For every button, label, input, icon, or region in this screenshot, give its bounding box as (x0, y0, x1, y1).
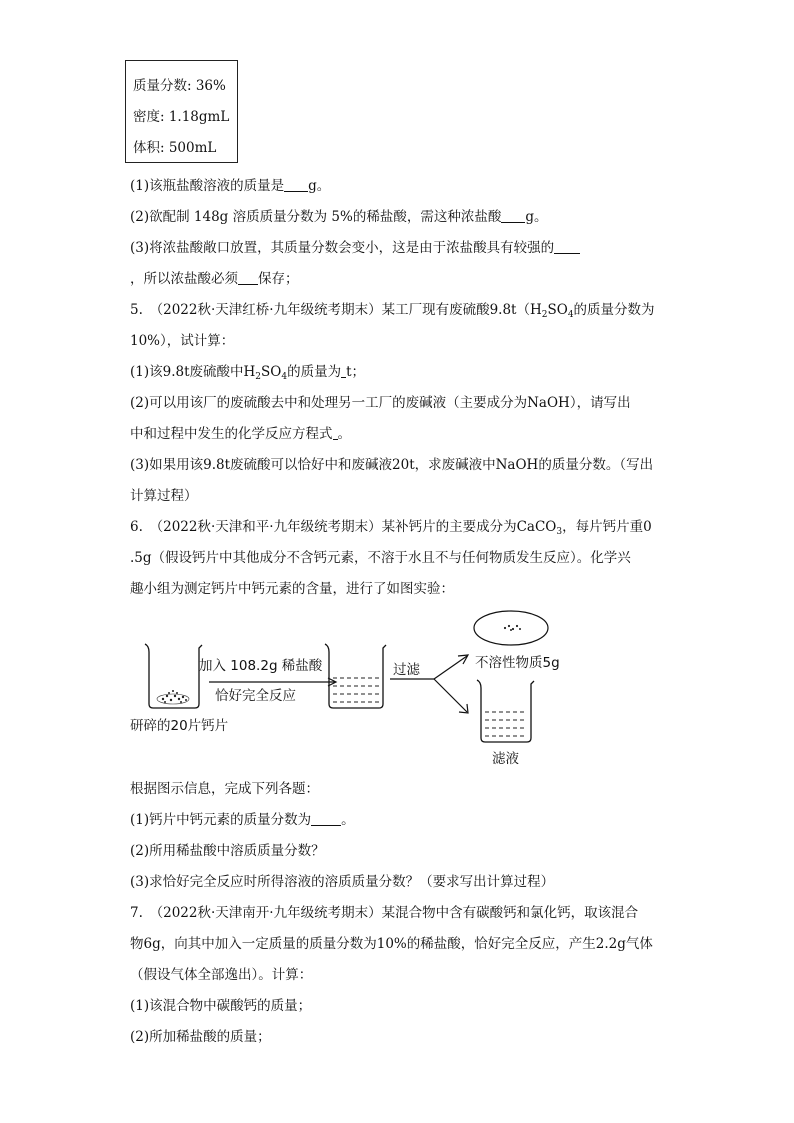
answer-blank (501, 210, 525, 223)
q4-part3-line1: (3)将浓盐酸敞口放置，其质量分数会变小，这是由于浓盐酸具有较强的 (130, 236, 580, 256)
diagram-label-insoluble: 不溶性物质5g (475, 655, 560, 671)
diagram-label-reaction: 恰好完全反应 (215, 688, 296, 704)
q6-stem-line3: 趣小组为测定钙片中钙元素的含量，进行了如图实验： (130, 581, 454, 597)
crushed-tablet-powder (157, 690, 189, 704)
q7-part2: (2)所加稀盐酸的质量； (130, 1029, 271, 1045)
q6-part1: (1)钙片中钙元素的质量分数为 。 (130, 812, 355, 828)
reagent-label-box (125, 60, 238, 163)
q6-stem-line2: .5g（假设钙片中其他成分不含钙元素，不溶于水且不与任何物质发生反应）。化学兴 (130, 550, 631, 566)
q4-part2: (2)欲配制 148g 溶质质量分数为 5%的稀盐酸，需这种浓盐酸 g。 (130, 209, 548, 225)
answer-blank (554, 241, 580, 254)
diagram-label-filter: 过滤 (393, 662, 420, 678)
experiment-diagram (125, 608, 605, 770)
q5-part3-line1: (3)如果用该9.8t废硫酸可以恰好中和废碱液20t，求废碱液中NaOH的质量分数。（写出 (130, 457, 654, 473)
q7-part1: (1)该混合物中碳酸钙的质量； (130, 998, 312, 1014)
beaker-filtrate (477, 680, 534, 742)
label-density: 密度: 1.18gmL (133, 109, 230, 125)
q7-stem-line2: 物6g，向其中加入一定质量的质量分数为10%的稀盐酸，恰好完全反应，产生2.2g气体 (130, 936, 653, 952)
answer-blank (311, 813, 341, 826)
residue-dish (474, 611, 548, 645)
diagram-label-filtrate: 滤液 (492, 751, 519, 767)
q5-stem-line2: 10%），试计算： (130, 333, 235, 349)
diagram-label-tablets: 研碎的20片钙片 (130, 718, 229, 734)
answer-blank (238, 272, 258, 285)
beaker-reaction-mixture (325, 644, 386, 708)
arrow-to-residue (434, 656, 467, 679)
label-volume: 体积: 500mL (133, 140, 217, 156)
q5-stem-line1: 5. （2022秋·天津红桥·九年级统考期末）某工厂现有废硫酸$9.8t(H_2SO_4$的质量分数为 (130, 302, 655, 320)
answer-blank (284, 179, 308, 192)
q7-stem-line3: （假设气体全部逸出）。计算： (130, 967, 313, 983)
q6-part2: (2)所用稀盐酸中溶质质量分数？ (130, 843, 325, 859)
q6-intro: 根据图示信息，完成下列各题： (130, 781, 319, 797)
diagram-label-add-acid: 加入 108.2g 稀盐酸 (199, 658, 323, 674)
q5-part2-line2: 中和过程中发生的化学反应方程式 。 (130, 426, 351, 442)
q5-part3-line2: 计算过程） (130, 488, 198, 504)
q5-part2-line1: (2)可以用该厂的废硫酸去中和处理另一工厂的废碱液（主要成分为NaOH），请写出 (130, 395, 631, 411)
beaker-crushed-tablets (145, 644, 202, 708)
label-mass-fraction: 质量分数: 36% (133, 78, 226, 94)
q4-part3-line2: ，所以浓盐酸必须 保存； (130, 271, 299, 287)
q7-stem-line1: 7. （2022秋·天津南开·九年级统考期末）某混合物中含有碳酸钙和氯化钙，取该混合 (130, 905, 639, 921)
arrow-to-filtrate (434, 679, 467, 712)
q5-part1: (1)该9.8t废硫酸中$H_2SO_4$的质量为 t； (130, 364, 366, 382)
q4-part1: (1)该瓶盐酸溶液的质量是 g。 (130, 178, 331, 194)
q6-part3: (3)求恰好完全反应时所得溶液的溶质质量分数？（要求写出计算过程） (130, 874, 555, 890)
q6-stem-line1: 6. （2022秋·天津和平·九年级统考期末）某补钙片的主要成分为CaCO$_3$，每片钙片重0 (130, 519, 652, 537)
